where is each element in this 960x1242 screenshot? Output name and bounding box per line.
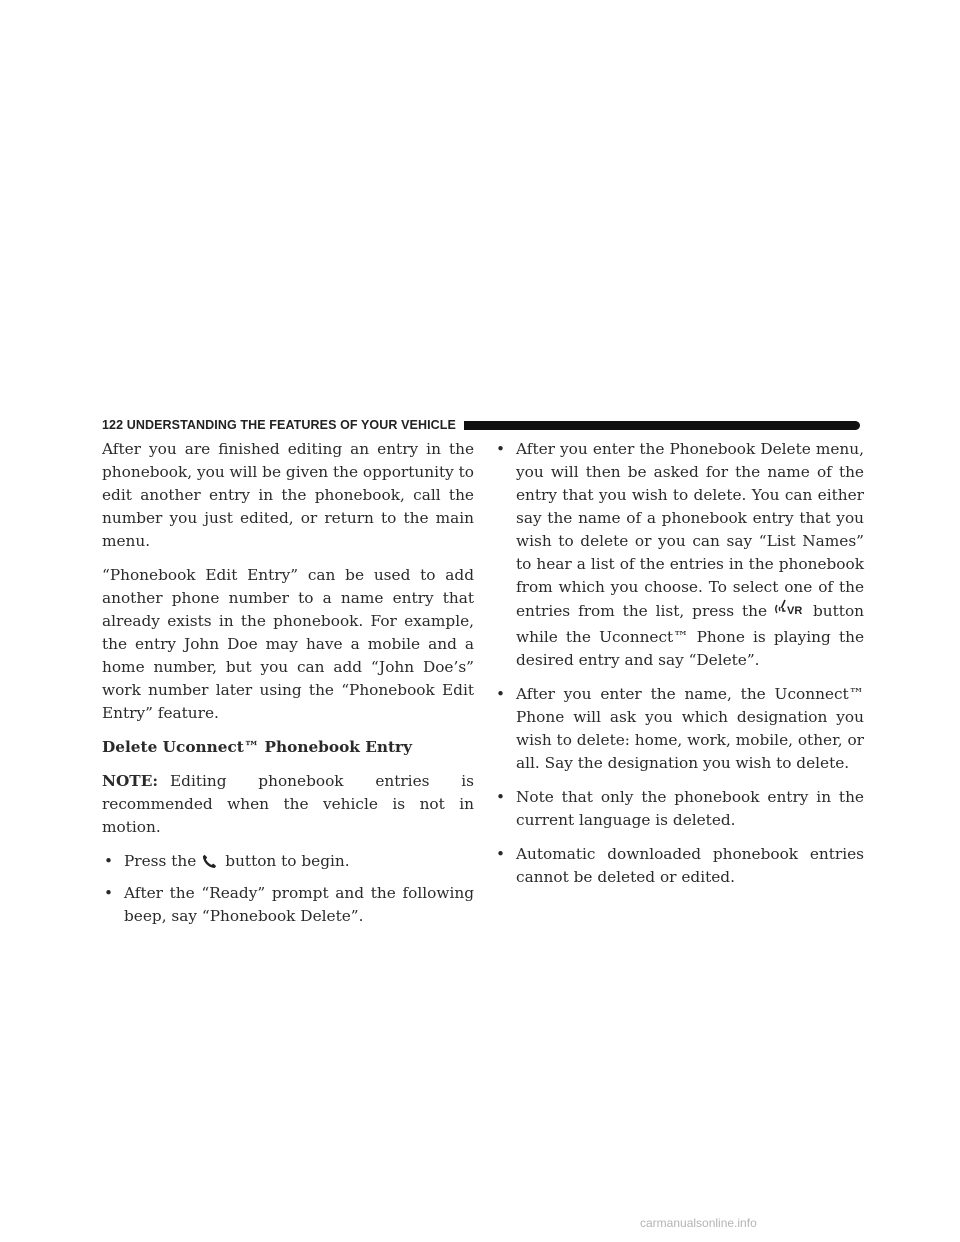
list-item xyxy=(494,786,864,832)
list-item xyxy=(494,683,864,775)
bullet-dot: • xyxy=(496,845,506,863)
bullet-dot: • xyxy=(496,685,506,703)
bullet-dot: • xyxy=(496,788,506,806)
voice-recognition-icon xyxy=(773,599,807,626)
list-item xyxy=(494,438,864,672)
bullet-dot: • xyxy=(496,440,506,458)
left-column xyxy=(102,438,474,939)
header-rule xyxy=(464,421,860,430)
page-header-label xyxy=(102,418,464,432)
bullet-text: Note that only the phonebook entry in the current language is deleted. xyxy=(516,788,864,829)
list-item xyxy=(102,882,474,928)
bullet-text: After the “Ready” prompt and the following beep, say “Phonebook Delete”. xyxy=(124,884,474,925)
right-column xyxy=(494,438,864,900)
list-item xyxy=(102,850,474,876)
page-header xyxy=(102,416,860,434)
watermark: carmanualsonline.info xyxy=(640,1216,757,1230)
note xyxy=(102,770,474,839)
page-number: 122 xyxy=(102,418,124,432)
bullet-text: After you enter the name, the Uconnect™ Phone will ask you which designation you wish to delete: home, work, mobile, other, or all. Say the designation you wish to delete. xyxy=(516,685,864,772)
svg-text:VR: VR xyxy=(787,605,803,617)
note-text: Editing phonebook entries is recommended when the vehicle is not in motion. xyxy=(102,772,474,836)
bullet-text: After you enter the Phonebook Delete menu, you will then be asked for the name of the entry that you wish to delete. You can either say the name of a phonebook entry that you wish to delete or you can say “List Names” to hear a list of the entries in the phonebook from which you choose. To select one of the entries from the list, press the xyxy=(516,440,864,620)
section-title: UNDERSTANDING THE FEATURES OF YOUR VEHICLE xyxy=(126,418,456,432)
bullet-text: button while the Uconnect™ Phone is playing the desired entry and say “Delete”. xyxy=(516,602,864,669)
section-heading: Delete Uconnect™ Phonebook Entry xyxy=(102,738,413,756)
paragraph-edit-entry: “Phonebook Edit Entry” can be used to add another phone number to a name entry that already exists in the phonebook. For example, the entry John Doe may have a mobile and a home number, but you can add “John Doe’s” work number later using the “Phonebook Edit Entry” feature. xyxy=(102,566,474,722)
bullet-text: button to begin. xyxy=(225,852,350,870)
paragraph-edit-finished: After you are finished editing an entry in the phonebook, you will be given the opportunity to edit another entry in the phonebook, call the number you just edited, or return to the main menu. xyxy=(102,440,474,550)
list-item xyxy=(494,843,864,889)
note-label: NOTE: xyxy=(102,772,158,790)
bullet-text: Automatic downloaded phonebook entries cannot be deleted or edited. xyxy=(516,845,864,886)
phone-icon xyxy=(202,853,219,876)
bullet-dot: • xyxy=(104,884,114,902)
bullet-dot: • xyxy=(104,852,114,870)
bullet-text: Press the xyxy=(124,852,197,870)
